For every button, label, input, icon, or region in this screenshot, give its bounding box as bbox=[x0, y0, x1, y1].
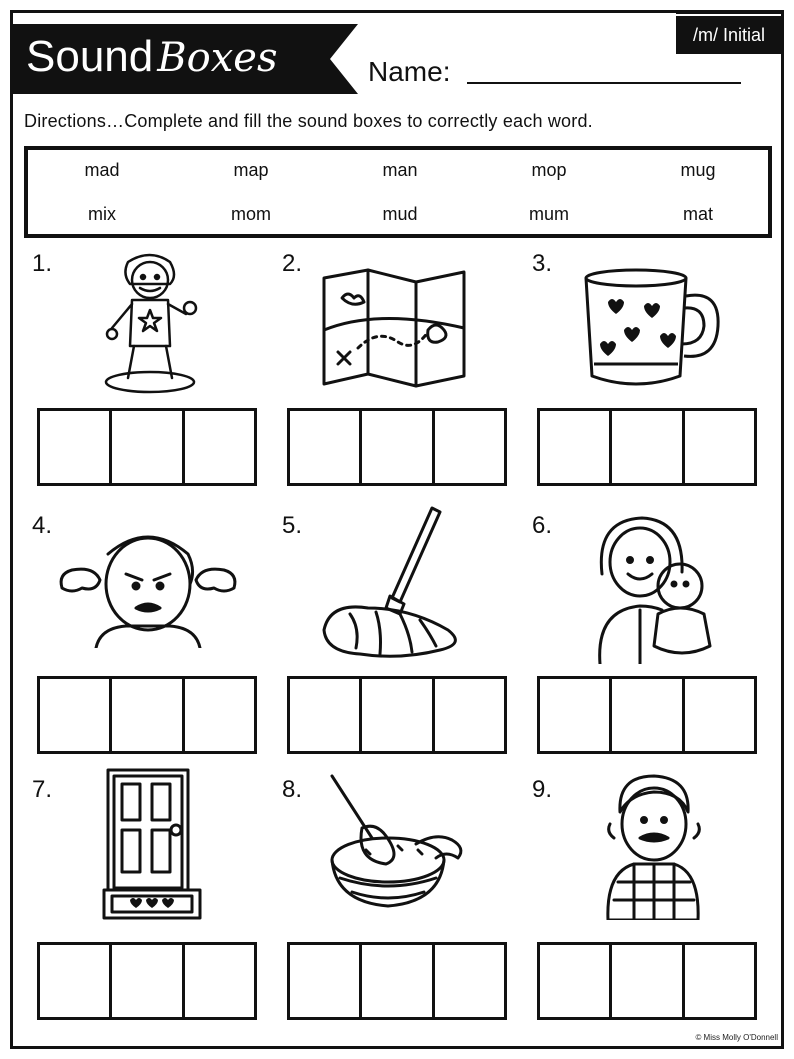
mop-icon bbox=[320, 504, 470, 662]
sound-box[interactable] bbox=[112, 679, 184, 751]
sound-box[interactable] bbox=[685, 411, 754, 483]
sound-box[interactable] bbox=[435, 679, 504, 751]
sound-boxes bbox=[537, 408, 757, 486]
sound-box[interactable] bbox=[40, 411, 112, 483]
sound-box[interactable] bbox=[40, 945, 112, 1017]
word-bank-word: mad bbox=[84, 160, 120, 180]
mug-icon bbox=[584, 266, 724, 392]
item-number: 4. bbox=[32, 512, 53, 539]
sound-box[interactable] bbox=[612, 411, 684, 483]
sound-boxes bbox=[37, 676, 257, 754]
item-number: 9. bbox=[532, 776, 553, 803]
sound-box[interactable] bbox=[362, 679, 434, 751]
word-bank-word: map bbox=[233, 160, 269, 180]
sound-boxes bbox=[287, 942, 507, 1020]
sound-box[interactable] bbox=[685, 945, 754, 1017]
sound-box[interactable] bbox=[435, 945, 504, 1017]
item-number: 8. bbox=[282, 776, 303, 803]
sound-box[interactable] bbox=[540, 411, 612, 483]
sound-box[interactable] bbox=[612, 679, 684, 751]
sound-box[interactable] bbox=[290, 679, 362, 751]
sound-box[interactable] bbox=[362, 945, 434, 1017]
page-title bbox=[26, 32, 277, 82]
sound-boxes bbox=[37, 942, 257, 1020]
mom-with-baby-icon bbox=[592, 514, 718, 664]
copyright-text: © Miss Molly O'Donnell bbox=[695, 1033, 778, 1042]
sound-tag: /m/ Initial bbox=[676, 16, 782, 54]
name-label: Name: bbox=[368, 56, 451, 87]
door-mat-icon bbox=[100, 768, 204, 924]
sound-boxes bbox=[537, 942, 757, 1020]
item-number: 2. bbox=[282, 250, 303, 277]
title-sound: Sound bbox=[26, 32, 154, 81]
word-bank-word: mom bbox=[231, 204, 271, 224]
title-boxes: Boxes bbox=[157, 35, 278, 81]
sound-box[interactable] bbox=[185, 679, 254, 751]
sound-boxes bbox=[537, 676, 757, 754]
item-number: 1. bbox=[32, 250, 53, 277]
sound-boxes bbox=[37, 408, 257, 486]
man-with-mustache-icon bbox=[604, 772, 702, 920]
word-bank bbox=[24, 146, 772, 238]
tag-top-line bbox=[676, 12, 782, 14]
map-icon bbox=[318, 268, 470, 388]
word-bank-word: mug bbox=[680, 160, 716, 180]
item-number: 5. bbox=[282, 512, 303, 539]
boy-in-mud-icon bbox=[98, 250, 202, 396]
sound-box[interactable] bbox=[112, 411, 184, 483]
name-input-line[interactable] bbox=[467, 82, 741, 84]
mixing-bowl-icon bbox=[326, 770, 470, 916]
sound-box[interactable] bbox=[112, 945, 184, 1017]
sound-box[interactable] bbox=[435, 411, 504, 483]
word-bank-word: mix bbox=[88, 204, 116, 224]
sound-box[interactable] bbox=[40, 679, 112, 751]
sound-box[interactable] bbox=[362, 411, 434, 483]
item-number: 6. bbox=[532, 512, 553, 539]
item-number: 7. bbox=[32, 776, 53, 803]
sound-box[interactable] bbox=[540, 679, 612, 751]
sound-box[interactable] bbox=[612, 945, 684, 1017]
word-bank-word: man bbox=[382, 160, 418, 180]
word-bank-word: mum bbox=[529, 204, 569, 224]
sound-box[interactable] bbox=[290, 945, 362, 1017]
sound-boxes bbox=[287, 676, 507, 754]
word-bank-word: mud bbox=[382, 204, 418, 224]
sound-box[interactable] bbox=[685, 679, 754, 751]
mad-face-icon bbox=[50, 524, 246, 648]
item-number: 3. bbox=[532, 250, 553, 277]
sound-boxes bbox=[287, 408, 507, 486]
directions-text: Directions…Complete and fill the sound boxes to correctly each word. bbox=[24, 111, 593, 131]
sound-box[interactable] bbox=[290, 411, 362, 483]
sound-box[interactable] bbox=[185, 411, 254, 483]
sound-box[interactable] bbox=[185, 945, 254, 1017]
sound-box[interactable] bbox=[540, 945, 612, 1017]
word-bank-word: mat bbox=[682, 204, 713, 224]
word-bank-word: mop bbox=[531, 160, 567, 180]
title-banner bbox=[12, 24, 358, 94]
